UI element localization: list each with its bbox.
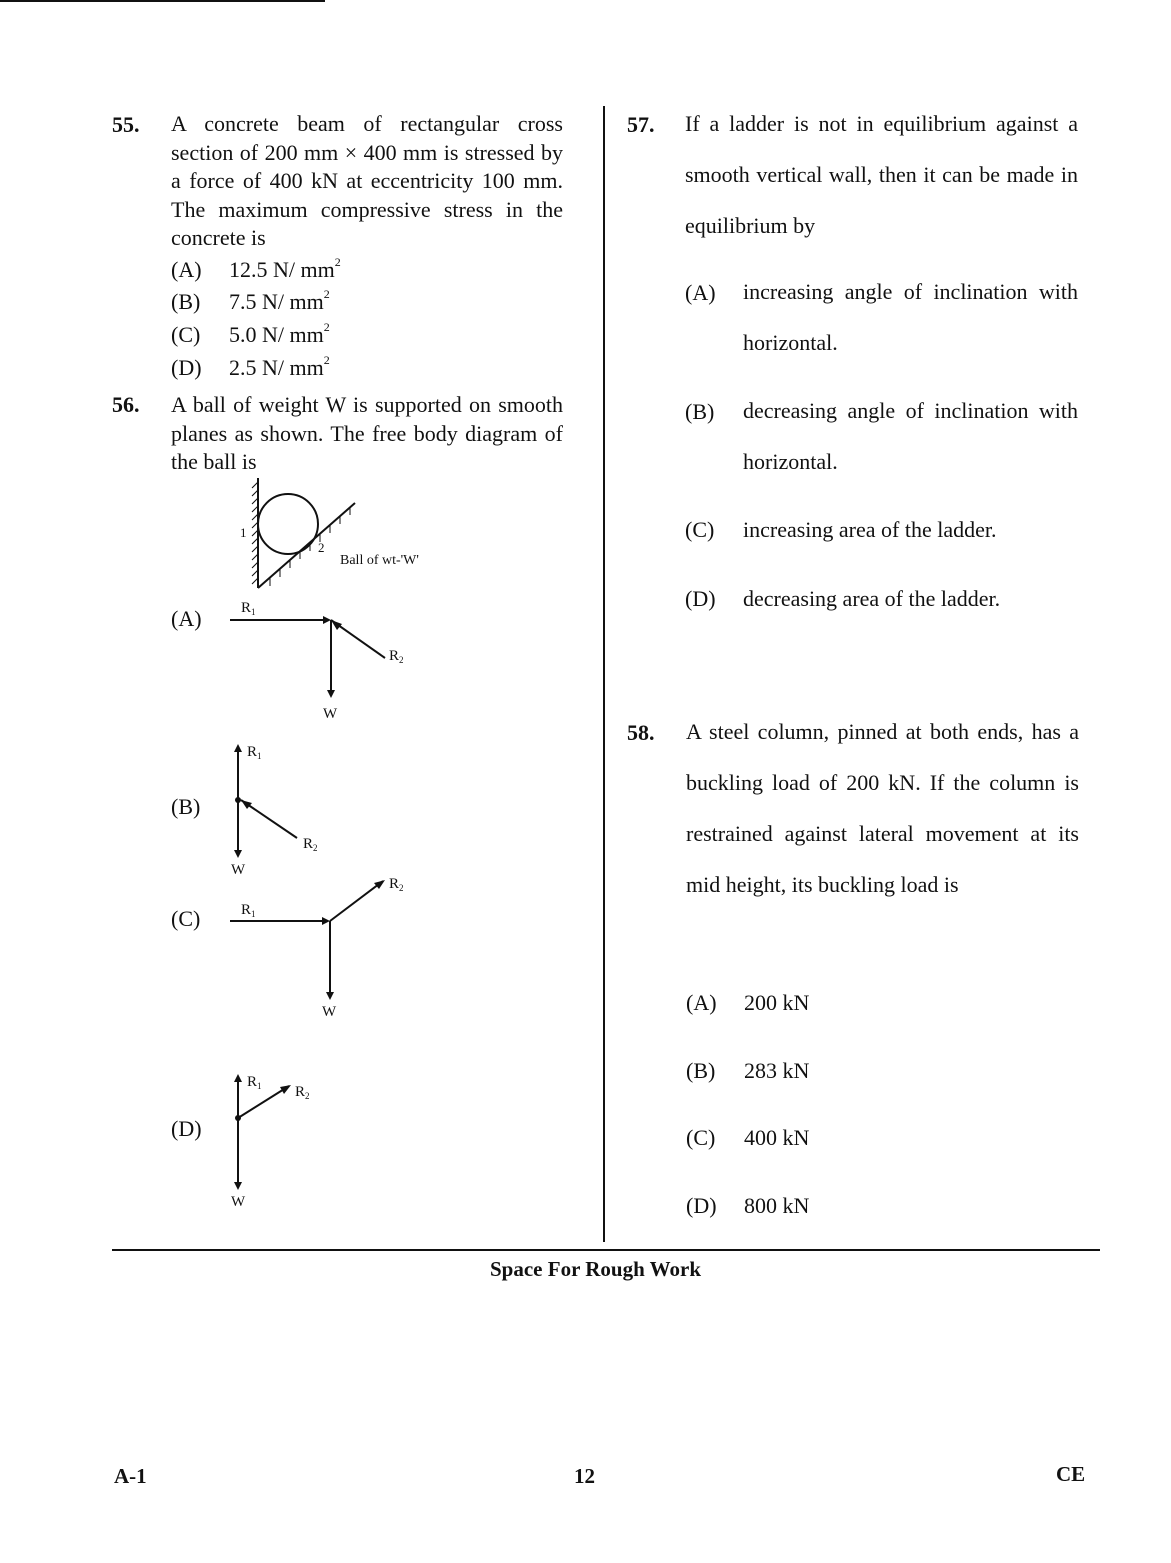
q56-option-a[interactable] bbox=[171, 606, 202, 632]
r2-label: $R_2$ bbox=[389, 648, 404, 665]
option-label: (D) bbox=[171, 1116, 202, 1141]
r2-label: $R_2$ bbox=[303, 836, 318, 853]
q57-option-a-label[interactable]: (A) bbox=[685, 280, 716, 305]
option-value: 800 kN bbox=[744, 1193, 810, 1218]
q56-number: 56. bbox=[112, 392, 140, 417]
option-label: (D) bbox=[686, 1193, 717, 1218]
option-label: (D) bbox=[171, 355, 202, 380]
option-sup: 2 bbox=[323, 353, 330, 367]
w-label: W bbox=[322, 1004, 337, 1020]
q58-option-c[interactable] bbox=[686, 1125, 809, 1151]
option-sup: 2 bbox=[334, 255, 341, 269]
contact-label-2: 2 bbox=[318, 540, 325, 555]
q55-option-d[interactable] bbox=[171, 355, 330, 381]
option-value: decreasing area of the ladder. bbox=[743, 586, 1001, 611]
option-value: increasing area of the ladder. bbox=[743, 517, 997, 542]
option-value: 5.0 N/ mm bbox=[229, 322, 324, 347]
option-label: (D) bbox=[685, 586, 716, 611]
option-value: 283 kN bbox=[744, 1058, 810, 1083]
option-label: (C) bbox=[171, 906, 201, 931]
footer-subject: CE bbox=[1056, 1462, 1086, 1486]
r1-label: $R_1$ bbox=[247, 744, 262, 761]
q57-text: If a ladder is not in equilibrium against a smooth vertical wall, then it can be made in equilibrium by bbox=[685, 111, 1078, 238]
r1-label: $R_1$ bbox=[241, 902, 256, 919]
q57-option-b-label[interactable]: (B) bbox=[685, 399, 715, 424]
option-sup: 2 bbox=[323, 320, 330, 334]
q56-option-c[interactable] bbox=[171, 906, 200, 932]
q57-option-d[interactable] bbox=[685, 586, 1000, 612]
w-label: W bbox=[231, 1194, 246, 1210]
q57-option-c[interactable] bbox=[685, 517, 996, 543]
ball-figure bbox=[230, 470, 460, 595]
rough-work-title: Space For Rough Work bbox=[490, 1257, 702, 1281]
r1-label: $R_1$ bbox=[241, 600, 256, 617]
ball-circle bbox=[258, 494, 318, 554]
contact-label-1: 1 bbox=[240, 525, 247, 540]
w-label: W bbox=[323, 706, 338, 722]
fbd-option-d[interactable] bbox=[225, 1068, 335, 1213]
option-label: (B) bbox=[171, 794, 201, 819]
q57-number: 57. bbox=[627, 112, 655, 137]
option-label: (A) bbox=[171, 606, 202, 631]
fbd-option-b[interactable] bbox=[225, 738, 335, 880]
q57-option-b-text[interactable]: decreasing angle of inclination with horizontal. bbox=[743, 398, 1078, 474]
footer-code: A-1 bbox=[114, 1464, 147, 1488]
option-sup: 2 bbox=[323, 287, 330, 301]
option-value: 400 kN bbox=[744, 1125, 810, 1150]
q58-option-a[interactable] bbox=[686, 990, 809, 1016]
q56-text: A ball of weight W is supported on smooth planes as shown. The free body diagram of the ball is bbox=[171, 392, 563, 474]
q58-text: A steel column, pinned at both ends, has a buckling load of 200 kN. If the column is restrained against lateral movement at its mid height, its buckling load is bbox=[686, 719, 1079, 897]
q58-number: 58. bbox=[627, 720, 655, 745]
q55-option-a[interactable] bbox=[171, 257, 341, 283]
option-value: 7.5 N/ mm bbox=[229, 289, 324, 314]
q58-option-b[interactable] bbox=[686, 1058, 809, 1084]
top-rule bbox=[0, 0, 325, 2]
w-label: W bbox=[231, 862, 246, 878]
page-number: 12 bbox=[574, 1464, 595, 1488]
option-label: (A) bbox=[171, 257, 202, 282]
option-label: (C) bbox=[685, 517, 715, 542]
fbd-option-a[interactable] bbox=[225, 598, 415, 723]
option-label: (B) bbox=[171, 289, 201, 314]
q55-option-c[interactable] bbox=[171, 322, 330, 348]
r2-label: $R_2$ bbox=[295, 1084, 310, 1101]
column-divider bbox=[603, 106, 605, 1242]
r1-label: $R_1$ bbox=[247, 1074, 262, 1091]
incline-line bbox=[258, 503, 355, 588]
q55-option-b[interactable] bbox=[171, 289, 330, 315]
option-label: (A) bbox=[686, 990, 717, 1015]
q55-number: 55. bbox=[112, 112, 140, 137]
q56-option-d[interactable] bbox=[171, 1116, 202, 1142]
r2-label: $R_2$ bbox=[389, 876, 404, 893]
rough-work-rule bbox=[112, 1249, 1100, 1251]
q56-option-b[interactable] bbox=[171, 794, 200, 820]
option-label: (B) bbox=[686, 1058, 716, 1083]
option-value: 2.5 N/ mm bbox=[229, 355, 324, 380]
q57-option-a-text[interactable]: increasing angle of inclination with horizontal. bbox=[743, 279, 1078, 355]
ball-caption: Ball of wt-'W' bbox=[340, 553, 419, 568]
q58-option-d[interactable] bbox=[686, 1193, 809, 1219]
option-value: 200 kN bbox=[744, 990, 810, 1015]
fbd-option-c[interactable] bbox=[225, 870, 415, 1022]
option-label: (C) bbox=[171, 322, 201, 347]
option-value: 12.5 N/ mm bbox=[229, 257, 335, 282]
option-label: (C) bbox=[686, 1125, 716, 1150]
q55-text: A concrete beam of rectangular cross section of 200 mm × 400 mm is stressed by a force of 400 kN at eccentricity 100 mm. The maximum compressive stress in the concrete is bbox=[171, 111, 563, 250]
